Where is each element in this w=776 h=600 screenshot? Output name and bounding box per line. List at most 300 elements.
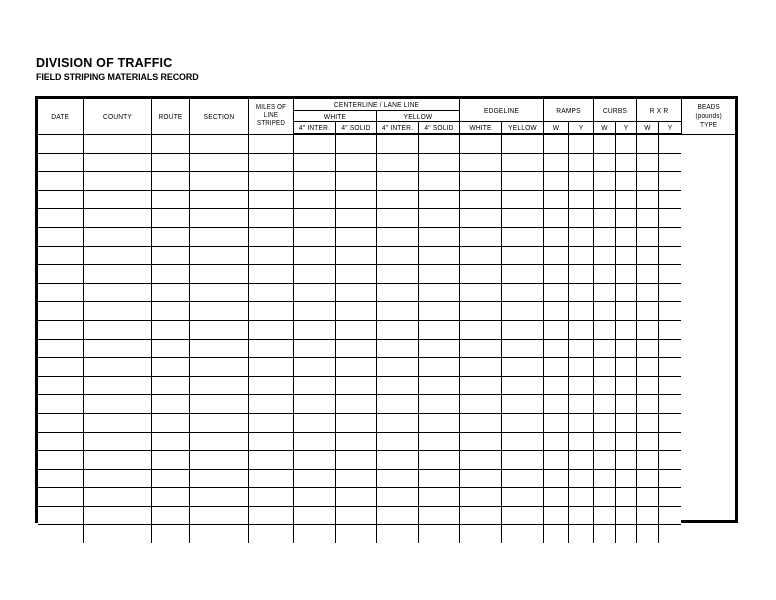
table-cell[interactable] <box>568 246 593 265</box>
table-cell[interactable] <box>459 358 501 377</box>
table-cell[interactable] <box>335 525 376 543</box>
table-row[interactable] <box>38 506 735 525</box>
table-cell[interactable] <box>151 376 189 395</box>
table-cell[interactable] <box>593 469 615 488</box>
table-cell[interactable] <box>568 432 593 451</box>
table-cell[interactable] <box>501 190 543 209</box>
table-cell[interactable] <box>459 172 501 191</box>
table-cell[interactable] <box>501 153 543 172</box>
table-cell[interactable] <box>83 283 151 302</box>
table-cell[interactable] <box>501 209 543 228</box>
table-cell[interactable] <box>293 153 335 172</box>
table-cell[interactable] <box>658 506 681 525</box>
table-cell[interactable] <box>293 302 335 321</box>
table-cell[interactable] <box>335 320 376 339</box>
table-cell[interactable] <box>151 265 189 284</box>
table-cell[interactable] <box>543 320 568 339</box>
table-cell[interactable] <box>593 209 615 228</box>
table-cell[interactable] <box>418 246 459 265</box>
table-cell[interactable] <box>38 525 83 543</box>
table-cell[interactable] <box>376 134 418 153</box>
table-cell[interactable] <box>543 358 568 377</box>
table-cell[interactable] <box>615 413 636 432</box>
table-cell[interactable] <box>151 302 189 321</box>
table-cell[interactable] <box>543 395 568 414</box>
table-cell[interactable] <box>376 451 418 470</box>
table-cell[interactable] <box>568 451 593 470</box>
table-cell[interactable] <box>501 302 543 321</box>
table-cell[interactable] <box>636 469 658 488</box>
table-cell[interactable] <box>248 227 293 246</box>
table-cell[interactable] <box>593 302 615 321</box>
table-row[interactable] <box>38 320 735 339</box>
table-row[interactable] <box>38 227 735 246</box>
table-cell[interactable] <box>543 172 568 191</box>
table-cell[interactable] <box>151 413 189 432</box>
table-cell[interactable] <box>418 376 459 395</box>
table-cell[interactable] <box>418 209 459 228</box>
table-cell[interactable] <box>83 413 151 432</box>
table-cell[interactable] <box>459 413 501 432</box>
table-cell[interactable] <box>543 227 568 246</box>
table-row[interactable] <box>38 302 735 321</box>
table-cell[interactable] <box>568 395 593 414</box>
table-cell[interactable] <box>189 469 248 488</box>
table-cell[interactable] <box>151 283 189 302</box>
table-row[interactable] <box>38 153 735 172</box>
table-cell[interactable] <box>418 525 459 543</box>
table-cell[interactable] <box>248 320 293 339</box>
table-cell[interactable] <box>615 134 636 153</box>
table-cell[interactable] <box>501 525 543 543</box>
table-cell[interactable] <box>543 209 568 228</box>
table-cell[interactable] <box>376 172 418 191</box>
table-cell[interactable] <box>418 283 459 302</box>
table-cell[interactable] <box>83 395 151 414</box>
table-cell[interactable] <box>335 413 376 432</box>
table-cell[interactable] <box>501 451 543 470</box>
table-cell[interactable] <box>658 395 681 414</box>
table-cell[interactable] <box>615 209 636 228</box>
table-cell[interactable] <box>151 246 189 265</box>
table-cell[interactable] <box>248 413 293 432</box>
table-row[interactable] <box>38 432 735 451</box>
table-cell[interactable] <box>189 227 248 246</box>
table-cell[interactable] <box>593 283 615 302</box>
table-row[interactable] <box>38 265 735 284</box>
table-cell[interactable] <box>615 190 636 209</box>
table-cell[interactable] <box>248 134 293 153</box>
table-cell[interactable] <box>151 488 189 507</box>
table-cell[interactable] <box>83 339 151 358</box>
table-cell[interactable] <box>615 339 636 358</box>
table-cell[interactable] <box>658 413 681 432</box>
table-cell[interactable] <box>568 134 593 153</box>
table-cell[interactable] <box>376 246 418 265</box>
table-cell[interactable] <box>376 190 418 209</box>
table-cell[interactable] <box>248 302 293 321</box>
table-cell[interactable] <box>593 190 615 209</box>
table-cell[interactable] <box>593 227 615 246</box>
table-row[interactable] <box>38 488 735 507</box>
table-row[interactable] <box>38 525 735 543</box>
table-cell[interactable] <box>418 469 459 488</box>
table-cell[interactable] <box>658 283 681 302</box>
table-cell[interactable] <box>83 190 151 209</box>
table-cell[interactable] <box>83 525 151 543</box>
table-cell[interactable] <box>293 451 335 470</box>
table-cell[interactable] <box>335 190 376 209</box>
table-cell[interactable] <box>418 451 459 470</box>
table-cell[interactable] <box>189 395 248 414</box>
table-cell[interactable] <box>543 265 568 284</box>
table-cell[interactable] <box>636 339 658 358</box>
table-cell[interactable] <box>335 172 376 191</box>
table-cell[interactable] <box>418 339 459 358</box>
table-cell[interactable] <box>658 525 681 543</box>
table-cell[interactable] <box>189 134 248 153</box>
table-cell[interactable] <box>83 172 151 191</box>
table-cell[interactable] <box>658 451 681 470</box>
table-cell[interactable] <box>38 246 83 265</box>
table-cell[interactable] <box>38 320 83 339</box>
table-cell[interactable] <box>83 376 151 395</box>
table-cell[interactable] <box>568 283 593 302</box>
table-cell[interactable] <box>459 209 501 228</box>
table-cell[interactable] <box>501 227 543 246</box>
table-cell[interactable] <box>636 227 658 246</box>
table-cell[interactable] <box>658 190 681 209</box>
table-cell[interactable] <box>293 190 335 209</box>
table-cell[interactable] <box>636 302 658 321</box>
table-cell[interactable] <box>38 283 83 302</box>
table-cell[interactable] <box>293 506 335 525</box>
table-cell[interactable] <box>615 246 636 265</box>
table-cell[interactable] <box>615 432 636 451</box>
table-cell[interactable] <box>151 358 189 377</box>
table-cell[interactable] <box>293 320 335 339</box>
table-cell[interactable] <box>568 190 593 209</box>
table-cell[interactable] <box>189 320 248 339</box>
table-cell[interactable] <box>38 376 83 395</box>
table-cell[interactable] <box>376 265 418 284</box>
table-cell[interactable] <box>293 413 335 432</box>
table-cell[interactable] <box>593 488 615 507</box>
table-cell[interactable] <box>189 525 248 543</box>
table-cell[interactable] <box>38 265 83 284</box>
table-cell[interactable] <box>189 153 248 172</box>
table-cell[interactable] <box>636 246 658 265</box>
table-cell[interactable] <box>568 525 593 543</box>
table-cell[interactable] <box>83 320 151 339</box>
table-cell[interactable] <box>38 395 83 414</box>
table-cell[interactable] <box>335 395 376 414</box>
table-cell[interactable] <box>459 506 501 525</box>
table-cell[interactable] <box>543 432 568 451</box>
table-cell[interactable] <box>636 506 658 525</box>
table-cell[interactable] <box>658 265 681 284</box>
table-cell[interactable] <box>335 488 376 507</box>
table-cell[interactable] <box>83 451 151 470</box>
table-cell[interactable] <box>335 246 376 265</box>
table-cell[interactable] <box>151 209 189 228</box>
table-cell[interactable] <box>459 432 501 451</box>
table-cell[interactable] <box>636 320 658 339</box>
table-cell[interactable] <box>38 451 83 470</box>
table-cell[interactable] <box>293 525 335 543</box>
table-cell[interactable] <box>38 469 83 488</box>
table-cell[interactable] <box>38 488 83 507</box>
table-cell[interactable] <box>248 339 293 358</box>
table-cell[interactable] <box>189 302 248 321</box>
table-cell[interactable] <box>543 469 568 488</box>
table-cell[interactable] <box>189 209 248 228</box>
table-cell[interactable] <box>376 153 418 172</box>
table-row[interactable] <box>38 246 735 265</box>
table-cell[interactable] <box>593 506 615 525</box>
table-cell[interactable] <box>543 376 568 395</box>
table-cell[interactable] <box>151 227 189 246</box>
table-cell[interactable] <box>335 469 376 488</box>
table-cell[interactable] <box>418 153 459 172</box>
table-row[interactable] <box>38 172 735 191</box>
table-cell[interactable] <box>248 432 293 451</box>
table-cell[interactable] <box>459 469 501 488</box>
table-cell[interactable] <box>615 506 636 525</box>
table-cell[interactable] <box>293 469 335 488</box>
table-cell[interactable] <box>636 134 658 153</box>
table-row[interactable] <box>38 469 735 488</box>
table-row[interactable] <box>38 339 735 358</box>
table-cell[interactable] <box>376 283 418 302</box>
table-cell[interactable] <box>615 153 636 172</box>
table-cell[interactable] <box>293 283 335 302</box>
table-cell[interactable] <box>636 265 658 284</box>
table-cell[interactable] <box>151 451 189 470</box>
table-cell[interactable] <box>189 432 248 451</box>
table-cell[interactable] <box>615 525 636 543</box>
table-cell[interactable] <box>38 134 83 153</box>
table-cell[interactable] <box>418 320 459 339</box>
table-cell[interactable] <box>335 265 376 284</box>
table-cell[interactable] <box>189 339 248 358</box>
table-cell[interactable] <box>568 488 593 507</box>
table-cell[interactable] <box>615 265 636 284</box>
table-cell[interactable] <box>615 469 636 488</box>
table-cell[interactable] <box>658 488 681 507</box>
table-cell[interactable] <box>459 488 501 507</box>
table-cell[interactable] <box>636 153 658 172</box>
table-cell[interactable] <box>189 246 248 265</box>
table-cell[interactable] <box>459 153 501 172</box>
table-cell[interactable] <box>459 246 501 265</box>
table-cell[interactable] <box>459 283 501 302</box>
table-cell[interactable] <box>335 451 376 470</box>
table-cell[interactable] <box>376 358 418 377</box>
table-cell[interactable] <box>501 469 543 488</box>
table-cell[interactable] <box>248 451 293 470</box>
table-cell[interactable] <box>636 172 658 191</box>
table-cell[interactable] <box>335 153 376 172</box>
table-cell[interactable] <box>83 134 151 153</box>
table-cell[interactable] <box>543 190 568 209</box>
table-cell[interactable] <box>636 358 658 377</box>
table-cell[interactable] <box>376 209 418 228</box>
table-cell[interactable] <box>568 339 593 358</box>
table-cell[interactable] <box>543 283 568 302</box>
table-cell[interactable] <box>459 265 501 284</box>
table-cell[interactable] <box>418 488 459 507</box>
table-cell[interactable] <box>38 339 83 358</box>
table-cell[interactable] <box>543 339 568 358</box>
table-cell[interactable] <box>501 134 543 153</box>
table-cell[interactable] <box>615 283 636 302</box>
table-row[interactable] <box>38 358 735 377</box>
table-cell[interactable] <box>38 432 83 451</box>
table-cell[interactable] <box>459 227 501 246</box>
table-cell[interactable] <box>568 413 593 432</box>
table-cell[interactable] <box>636 376 658 395</box>
table-cell[interactable] <box>376 320 418 339</box>
table-cell[interactable] <box>335 283 376 302</box>
table-cell[interactable] <box>293 227 335 246</box>
table-cell[interactable] <box>293 488 335 507</box>
table-cell[interactable] <box>501 172 543 191</box>
table-cell[interactable] <box>83 302 151 321</box>
table-cell[interactable] <box>568 358 593 377</box>
table-cell[interactable] <box>248 469 293 488</box>
table-cell[interactable] <box>543 451 568 470</box>
table-cell[interactable] <box>615 172 636 191</box>
table-cell[interactable] <box>568 506 593 525</box>
table-cell[interactable] <box>636 413 658 432</box>
table-cell[interactable] <box>418 506 459 525</box>
table-cell[interactable] <box>83 246 151 265</box>
table-cell[interactable] <box>335 358 376 377</box>
table-cell[interactable] <box>459 302 501 321</box>
table-cell[interactable] <box>636 488 658 507</box>
table-cell[interactable] <box>593 358 615 377</box>
table-cell[interactable] <box>293 246 335 265</box>
table-cell[interactable] <box>615 320 636 339</box>
table-cell[interactable] <box>248 265 293 284</box>
table-cell[interactable] <box>293 376 335 395</box>
table-cell[interactable] <box>38 153 83 172</box>
table-cell[interactable] <box>151 395 189 414</box>
table-cell[interactable] <box>615 302 636 321</box>
table-cell[interactable] <box>615 451 636 470</box>
table-row[interactable] <box>38 209 735 228</box>
table-cell[interactable] <box>568 153 593 172</box>
table-cell[interactable] <box>501 395 543 414</box>
table-cell[interactable] <box>593 451 615 470</box>
table-cell[interactable] <box>83 265 151 284</box>
table-cell[interactable] <box>38 227 83 246</box>
table-row[interactable] <box>38 376 735 395</box>
table-cell[interactable] <box>376 525 418 543</box>
table-cell[interactable] <box>376 302 418 321</box>
table-cell[interactable] <box>636 209 658 228</box>
table-cell[interactable] <box>418 302 459 321</box>
table-cell[interactable] <box>248 395 293 414</box>
table-cell[interactable] <box>658 302 681 321</box>
table-cell[interactable] <box>189 376 248 395</box>
table-cell[interactable] <box>658 134 681 153</box>
table-cell[interactable] <box>543 488 568 507</box>
table-cell[interactable] <box>615 395 636 414</box>
table-cell[interactable] <box>189 506 248 525</box>
table-cell[interactable] <box>568 302 593 321</box>
table-cell[interactable] <box>376 413 418 432</box>
table-cell[interactable] <box>593 525 615 543</box>
table-cell[interactable] <box>636 525 658 543</box>
table-cell[interactable] <box>543 153 568 172</box>
table-cell[interactable] <box>83 506 151 525</box>
table-cell[interactable] <box>335 339 376 358</box>
table-cell[interactable] <box>501 320 543 339</box>
table-cell[interactable] <box>615 358 636 377</box>
table-cell[interactable] <box>501 432 543 451</box>
table-row[interactable] <box>38 283 735 302</box>
table-cell[interactable] <box>568 172 593 191</box>
table-cell[interactable] <box>418 134 459 153</box>
table-cell[interactable] <box>151 339 189 358</box>
table-cell[interactable] <box>293 339 335 358</box>
table-cell[interactable] <box>418 227 459 246</box>
table-cell[interactable] <box>501 506 543 525</box>
table-cell[interactable] <box>501 283 543 302</box>
table-cell[interactable] <box>593 134 615 153</box>
table-row[interactable] <box>38 190 735 209</box>
table-cell[interactable] <box>189 265 248 284</box>
table-cell[interactable] <box>151 525 189 543</box>
table-cell[interactable] <box>459 451 501 470</box>
table-cell[interactable] <box>293 172 335 191</box>
table-cell[interactable] <box>335 376 376 395</box>
table-cell[interactable] <box>593 432 615 451</box>
table-cell[interactable] <box>658 153 681 172</box>
table-cell[interactable] <box>189 488 248 507</box>
table-cell[interactable] <box>248 246 293 265</box>
table-cell[interactable] <box>543 302 568 321</box>
table-cell[interactable] <box>568 469 593 488</box>
table-cell[interactable] <box>636 432 658 451</box>
table-cell[interactable] <box>376 488 418 507</box>
table-cell[interactable] <box>83 227 151 246</box>
table-cell[interactable] <box>293 395 335 414</box>
table-cell[interactable] <box>615 376 636 395</box>
table-cell[interactable] <box>376 395 418 414</box>
table-cell[interactable] <box>501 339 543 358</box>
table-cell[interactable] <box>459 339 501 358</box>
table-cell[interactable] <box>568 376 593 395</box>
table-cell[interactable] <box>248 358 293 377</box>
table-cell[interactable] <box>501 413 543 432</box>
table-cell[interactable] <box>248 283 293 302</box>
table-cell[interactable] <box>636 451 658 470</box>
table-cell[interactable] <box>38 506 83 525</box>
table-cell[interactable] <box>459 320 501 339</box>
table-cell[interactable] <box>658 469 681 488</box>
table-cell[interactable] <box>658 246 681 265</box>
table-cell[interactable] <box>151 469 189 488</box>
table-cell[interactable] <box>376 432 418 451</box>
table-cell[interactable] <box>83 358 151 377</box>
table-cell[interactable] <box>248 153 293 172</box>
table-cell[interactable] <box>636 190 658 209</box>
table-cell[interactable] <box>38 413 83 432</box>
table-cell[interactable] <box>38 358 83 377</box>
